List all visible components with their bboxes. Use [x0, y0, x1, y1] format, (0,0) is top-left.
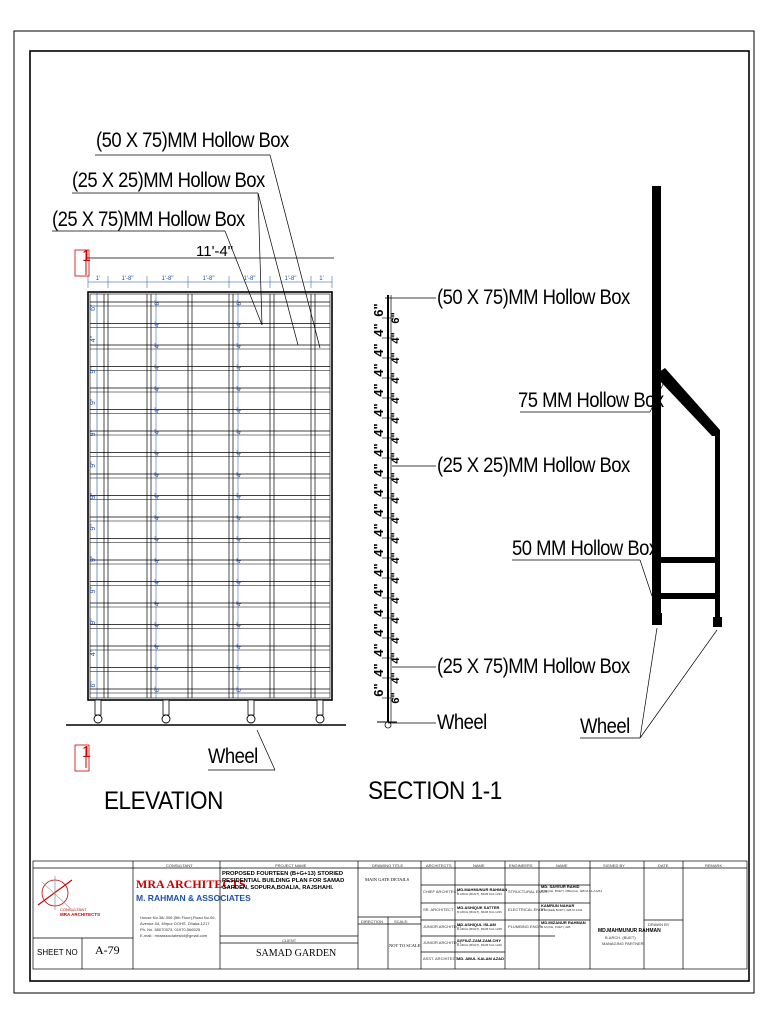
wheel-post	[95, 700, 101, 715]
scale-value: NOT TO SCALE	[389, 943, 421, 948]
inner-dimension-label: 4"	[237, 622, 243, 628]
left-dimension-label: 9"	[90, 398, 97, 406]
inner-dimension-label: 4"	[155, 536, 161, 542]
top-dimension-label: 1'	[95, 276, 101, 282]
gate-inner-frame	[90, 294, 330, 698]
section-dimension-label-right: 4"	[390, 412, 402, 424]
engineer-role-1: STRUCTURAL ENGR.	[508, 889, 549, 894]
section-dimension-label: 6"	[371, 303, 386, 317]
inner-dimension-label: 4"	[155, 407, 161, 413]
overall-width-dimension: 11'-4"	[196, 243, 234, 260]
section-dimension-label-right: 4"	[390, 372, 402, 384]
inner-dimension-label: 4"	[155, 665, 161, 671]
section-dimension-label-right: 4"	[390, 492, 402, 504]
gate-outer-frame	[88, 292, 332, 700]
left-dimension-label: 9"	[90, 555, 97, 562]
section-dimension-label: 4"	[371, 623, 386, 637]
signed-degree: B.ARCH. (BUET)	[605, 935, 636, 940]
section-wheel-label: Wheel	[437, 711, 487, 734]
architect-name-2: MD.ASHIQUE SATTER	[457, 905, 500, 910]
section-dimension-label: 4"	[371, 503, 386, 517]
architect-role-5: ASST. ARCHITECT	[423, 956, 458, 961]
remark-header: REMARK	[705, 863, 723, 868]
drawing-title-header: DRAWING TITLE	[372, 863, 404, 868]
inner-dimension-label: 4"	[237, 385, 243, 392]
inner-dimension-label: 4"	[237, 493, 243, 499]
inner-dimension-label: 4"	[155, 428, 161, 435]
label-25x25-hollow-box: (25 X 25)MM Hollow Box	[72, 169, 265, 192]
section-dimension-label-right: 6"	[390, 692, 402, 704]
detail-label-50mm: 50 MM Hollow Box	[512, 537, 658, 560]
inner-dimension-label: 4"	[155, 321, 161, 327]
section-label-25x75: (25 X 75)MM Hollow Box	[437, 655, 630, 678]
firm-address-line-3: Ph. No. 58070573, 01970-566025	[140, 927, 201, 932]
inner-dimension-label: 4"	[237, 342, 243, 349]
left-dimension-label: 9"	[90, 461, 97, 468]
engineer-name-1: MD. SAYEUR RAHID	[541, 884, 580, 889]
inner-dimension-label: 4"	[155, 622, 161, 628]
date-header: DATE	[658, 863, 669, 868]
wheel-post	[163, 700, 169, 715]
inner-dimension-label: 4"	[237, 428, 243, 435]
architect-name-5: MD. ABUL KALAM AZAD	[457, 956, 504, 961]
architects-header: ARCHITECTS	[426, 863, 452, 868]
top-dimension-label: 1'	[319, 276, 324, 282]
architect-name-4: SYFIUZ-ZAM-ZAM-CHY	[457, 938, 501, 943]
section-label-50x75: (50 X 75)MM Hollow Box	[437, 286, 630, 309]
wheel	[162, 715, 170, 723]
left-dimension-label: 9"	[90, 524, 97, 531]
inner-dimension-label: 4"	[155, 450, 161, 456]
engineer-sub-3: B.SC(CE, KUET), IEB	[541, 925, 571, 929]
section-dimension-label-right: 4"	[390, 632, 402, 644]
left-dimension-label: 6"	[90, 304, 97, 311]
top-dimension-label: 1'-8"	[202, 276, 215, 282]
inner-dimension-label: 4"	[155, 579, 161, 585]
inner-dimension-label: 4"	[155, 385, 161, 392]
label-25x75-hollow-box: (25 X 75)MM Hollow Box	[52, 208, 245, 231]
section-dimension-label-right: 4"	[390, 592, 402, 604]
inner-dimension-label: 4"	[237, 643, 243, 650]
drawn-by-label: DRAWN BY	[648, 922, 670, 927]
section-dimension-label: 4"	[371, 643, 386, 657]
left-dimension-label: 9"	[90, 586, 97, 594]
scale-header: SCALE:	[394, 919, 409, 924]
section-dimension-label: 6"	[371, 683, 386, 697]
section-dimension-label-right: 4"	[390, 332, 402, 344]
left-dimension-label: 4"	[90, 335, 97, 343]
elevation-title: ELEVATION	[104, 787, 223, 815]
logo-caption-top: CONSULTANT	[60, 907, 87, 912]
architect-sub-4: B.ARCH.(BUET), MIAB M-0-1240	[457, 943, 502, 947]
section-label-25x25: (25 X 25)MM Hollow Box	[437, 454, 630, 477]
elevation-wheel-label: Wheel	[208, 745, 258, 768]
inner-dimension-label: 4"	[155, 364, 161, 370]
section-title: SECTION 1-1	[368, 777, 502, 805]
architect-sub-2: B.ARCH.(BUET), MIAB M-0-1236	[457, 910, 502, 914]
inner-dimension-label: 4"	[237, 471, 243, 478]
section-dimension-label-right: 4"	[390, 452, 402, 464]
section-dimension-label: 4"	[371, 603, 386, 617]
section-dimension-label-right: 4"	[390, 652, 402, 664]
inner-dimension-label: 4"	[155, 600, 161, 607]
name-header-1: NAME	[473, 863, 485, 868]
wheel	[94, 715, 102, 723]
client-name: SAMAD GARDEN	[256, 948, 337, 959]
signed-title: MANAGING PARTNER	[602, 941, 644, 946]
inner-dimension-label: 4"	[237, 450, 243, 456]
inner-dimension-label: 4"	[237, 321, 243, 327]
architect-sub-1: B.ARCH.(BUET), MIAB M-0-1234	[457, 892, 502, 896]
drawing-title: MAIN GATE DETAILS	[365, 877, 410, 882]
gate-section-profile	[371, 295, 402, 728]
signed-by-header: SIGNED BY	[603, 863, 625, 868]
elevation-dimensions	[86, 258, 334, 700]
left-dimension-label: 9"	[90, 492, 97, 500]
project-name-header: PROJECT NAME	[275, 863, 307, 868]
client-header: CLIENT	[282, 938, 297, 943]
firm-address-line-1: House No.38/-306 (5th Floor),Road No.06,	[140, 915, 216, 920]
engineer-role-3: PLUMBING ENGR.	[508, 924, 543, 929]
engineers-header: ENGINEERS	[509, 863, 533, 868]
engineer-sub-2: B.SC(EEE,BUET), IEB M-1234	[541, 908, 583, 912]
wheel	[247, 715, 255, 723]
architect-role-1: CHIEF ARCHITECT	[423, 889, 459, 894]
left-dimension-label: 6"	[90, 681, 97, 688]
left-dimension-label: 4"	[90, 649, 97, 657]
section-dimension-label-right: 4"	[390, 392, 402, 404]
inner-dimension-label: 4"	[155, 471, 161, 478]
section-dimension-label: 4"	[371, 403, 386, 417]
direction-header: DIRECTION	[361, 919, 383, 924]
section-dimension-label: 4"	[371, 323, 386, 337]
left-dimension-label: 9"	[90, 367, 97, 374]
project-name: PROPOSED FOURTEEN (B+G+13) STORIED RESIDENTIAL BUILDING PLAN FOR SAMAD GARDEN, SOPURA,BOALIA, RAJSHAHI.	[222, 871, 345, 891]
name-header-2: NAME	[556, 863, 568, 868]
inner-dimension-label: 4"	[155, 514, 161, 521]
inner-dimension-label: 4"	[237, 364, 243, 370]
inner-dimension-label: 4"	[237, 407, 243, 413]
inner-dimension-label: 4"	[237, 536, 243, 542]
firm-subtitle: M. RAHMAN & ASSOCIATES	[136, 893, 251, 903]
section-dimension-label-right: 4"	[390, 572, 402, 584]
engineer-name-3: MD.MIZANUR RAHMAN	[541, 920, 586, 925]
inner-dimension-label: 6"	[237, 686, 243, 692]
wheel-post	[317, 700, 323, 715]
inner-dimension-label: 6"	[155, 300, 161, 306]
section-dimension-label: 4"	[371, 523, 386, 537]
section-dimension-label: 4"	[371, 423, 386, 437]
section-dimension-label-right: 4"	[390, 612, 402, 624]
section-marker-top-label: 1	[82, 248, 91, 265]
logo-graphic	[38, 876, 72, 910]
gate-elevation-frame	[66, 292, 346, 725]
left-dimension-label: 9"	[90, 618, 97, 625]
top-dimension-label: 1'-8"	[284, 276, 297, 282]
section-dimension-label: 4"	[371, 443, 386, 457]
section-marker-bottom-label: 1	[82, 744, 91, 761]
section-dimension-label-right: 4"	[390, 352, 402, 364]
section-dimension-label: 4"	[371, 543, 386, 557]
section-dimension-label-right: 4"	[390, 672, 402, 684]
inner-dimension-label: 6"	[237, 300, 243, 306]
inner-dimension-label: 4"	[237, 665, 243, 671]
section-dimension-label-right: 6"	[390, 312, 402, 324]
consultant-header: CONSULTANT	[166, 863, 193, 868]
top-dimension-label: 1'-8"	[161, 276, 174, 282]
inner-dimension-label: 4"	[237, 579, 243, 585]
inner-dimension-label: 4"	[155, 643, 161, 650]
architect-role-2: SR. ARCHITECT	[423, 907, 454, 912]
section-dimension-label-right: 4"	[390, 432, 402, 444]
architect-name-3: MD.ASHIQUL ISLAM	[457, 922, 496, 927]
section-dimension-label: 4"	[371, 563, 386, 577]
inner-dimension-label: 4"	[237, 600, 243, 607]
architect-role-4: JUNIOR ARCHITECT	[423, 940, 462, 945]
architect-sub-3: B.ARCH.(BUET), MIAB M-0-1238	[457, 927, 502, 931]
logo-caption-bottom: MRA ARCHITECTS	[60, 912, 101, 917]
top-dimension-label: 1'-8"	[121, 276, 134, 282]
sheet-no-value: A-79	[95, 943, 120, 957]
signed-name: MD.MAHMUNUR RAHMAN	[598, 928, 661, 934]
wheel-post	[248, 700, 254, 715]
wheel	[316, 715, 324, 723]
section-dimension-label: 4"	[371, 483, 386, 497]
section-dimension-label: 4"	[371, 383, 386, 397]
detail-label-75mm: 75 MM Hollow Box	[518, 389, 664, 412]
section-dimension-label-right: 4"	[390, 512, 402, 524]
inner-dimension-label: 4"	[155, 493, 161, 499]
section-dimension-label: 4"	[371, 663, 386, 677]
engineer-role-2: ELECTRICAL ENGR.	[508, 907, 547, 912]
detail-wheel-label: Wheel	[580, 715, 630, 738]
top-dimension-label: 1'-8"	[243, 276, 256, 282]
firm-address-line-2: Avenue-04, Mirpur DOHS, Dhaka-1217	[140, 921, 210, 926]
firm-address-line-4: E-mail : mraassociatesbd@gmail.com	[140, 933, 208, 938]
engineer-sub-1: B.SC(CE, BUET), MBA(CA), IEB M-01-A1254	[541, 889, 603, 893]
inner-dimension-label: 4"	[155, 342, 161, 349]
inner-dimension-label: 4"	[237, 514, 243, 521]
section-dimension-label-right: 4"	[390, 552, 402, 564]
section-dimension-label: 4"	[371, 343, 386, 357]
section-dimension-label-right: 4"	[390, 472, 402, 484]
label-50x75-hollow-box: (50 X 75)MM Hollow Box	[96, 129, 289, 152]
section-dimension-label: 4"	[371, 583, 386, 597]
inner-dimension-label: 6"	[155, 686, 161, 692]
sheet-no-label: SHEET NO	[37, 948, 78, 957]
section-dimension-label-right: 4"	[390, 532, 402, 544]
inner-dimension-label: 4"	[237, 557, 243, 564]
architect-role-3: JUNIOR ARCHITECT	[423, 924, 462, 929]
left-dimension-label: 9"	[90, 430, 97, 437]
architect-name-1: MD.MAHMUNUR RAHMAN	[457, 887, 508, 892]
section-dimension-label: 4"	[371, 363, 386, 377]
engineer-name-2: KAMRUN NAHAR	[541, 903, 575, 908]
section-dimension-label: 4"	[371, 463, 386, 477]
firm-name: MRA ARCHITECTS	[136, 877, 246, 891]
inner-dimension-label: 4"	[155, 557, 161, 564]
